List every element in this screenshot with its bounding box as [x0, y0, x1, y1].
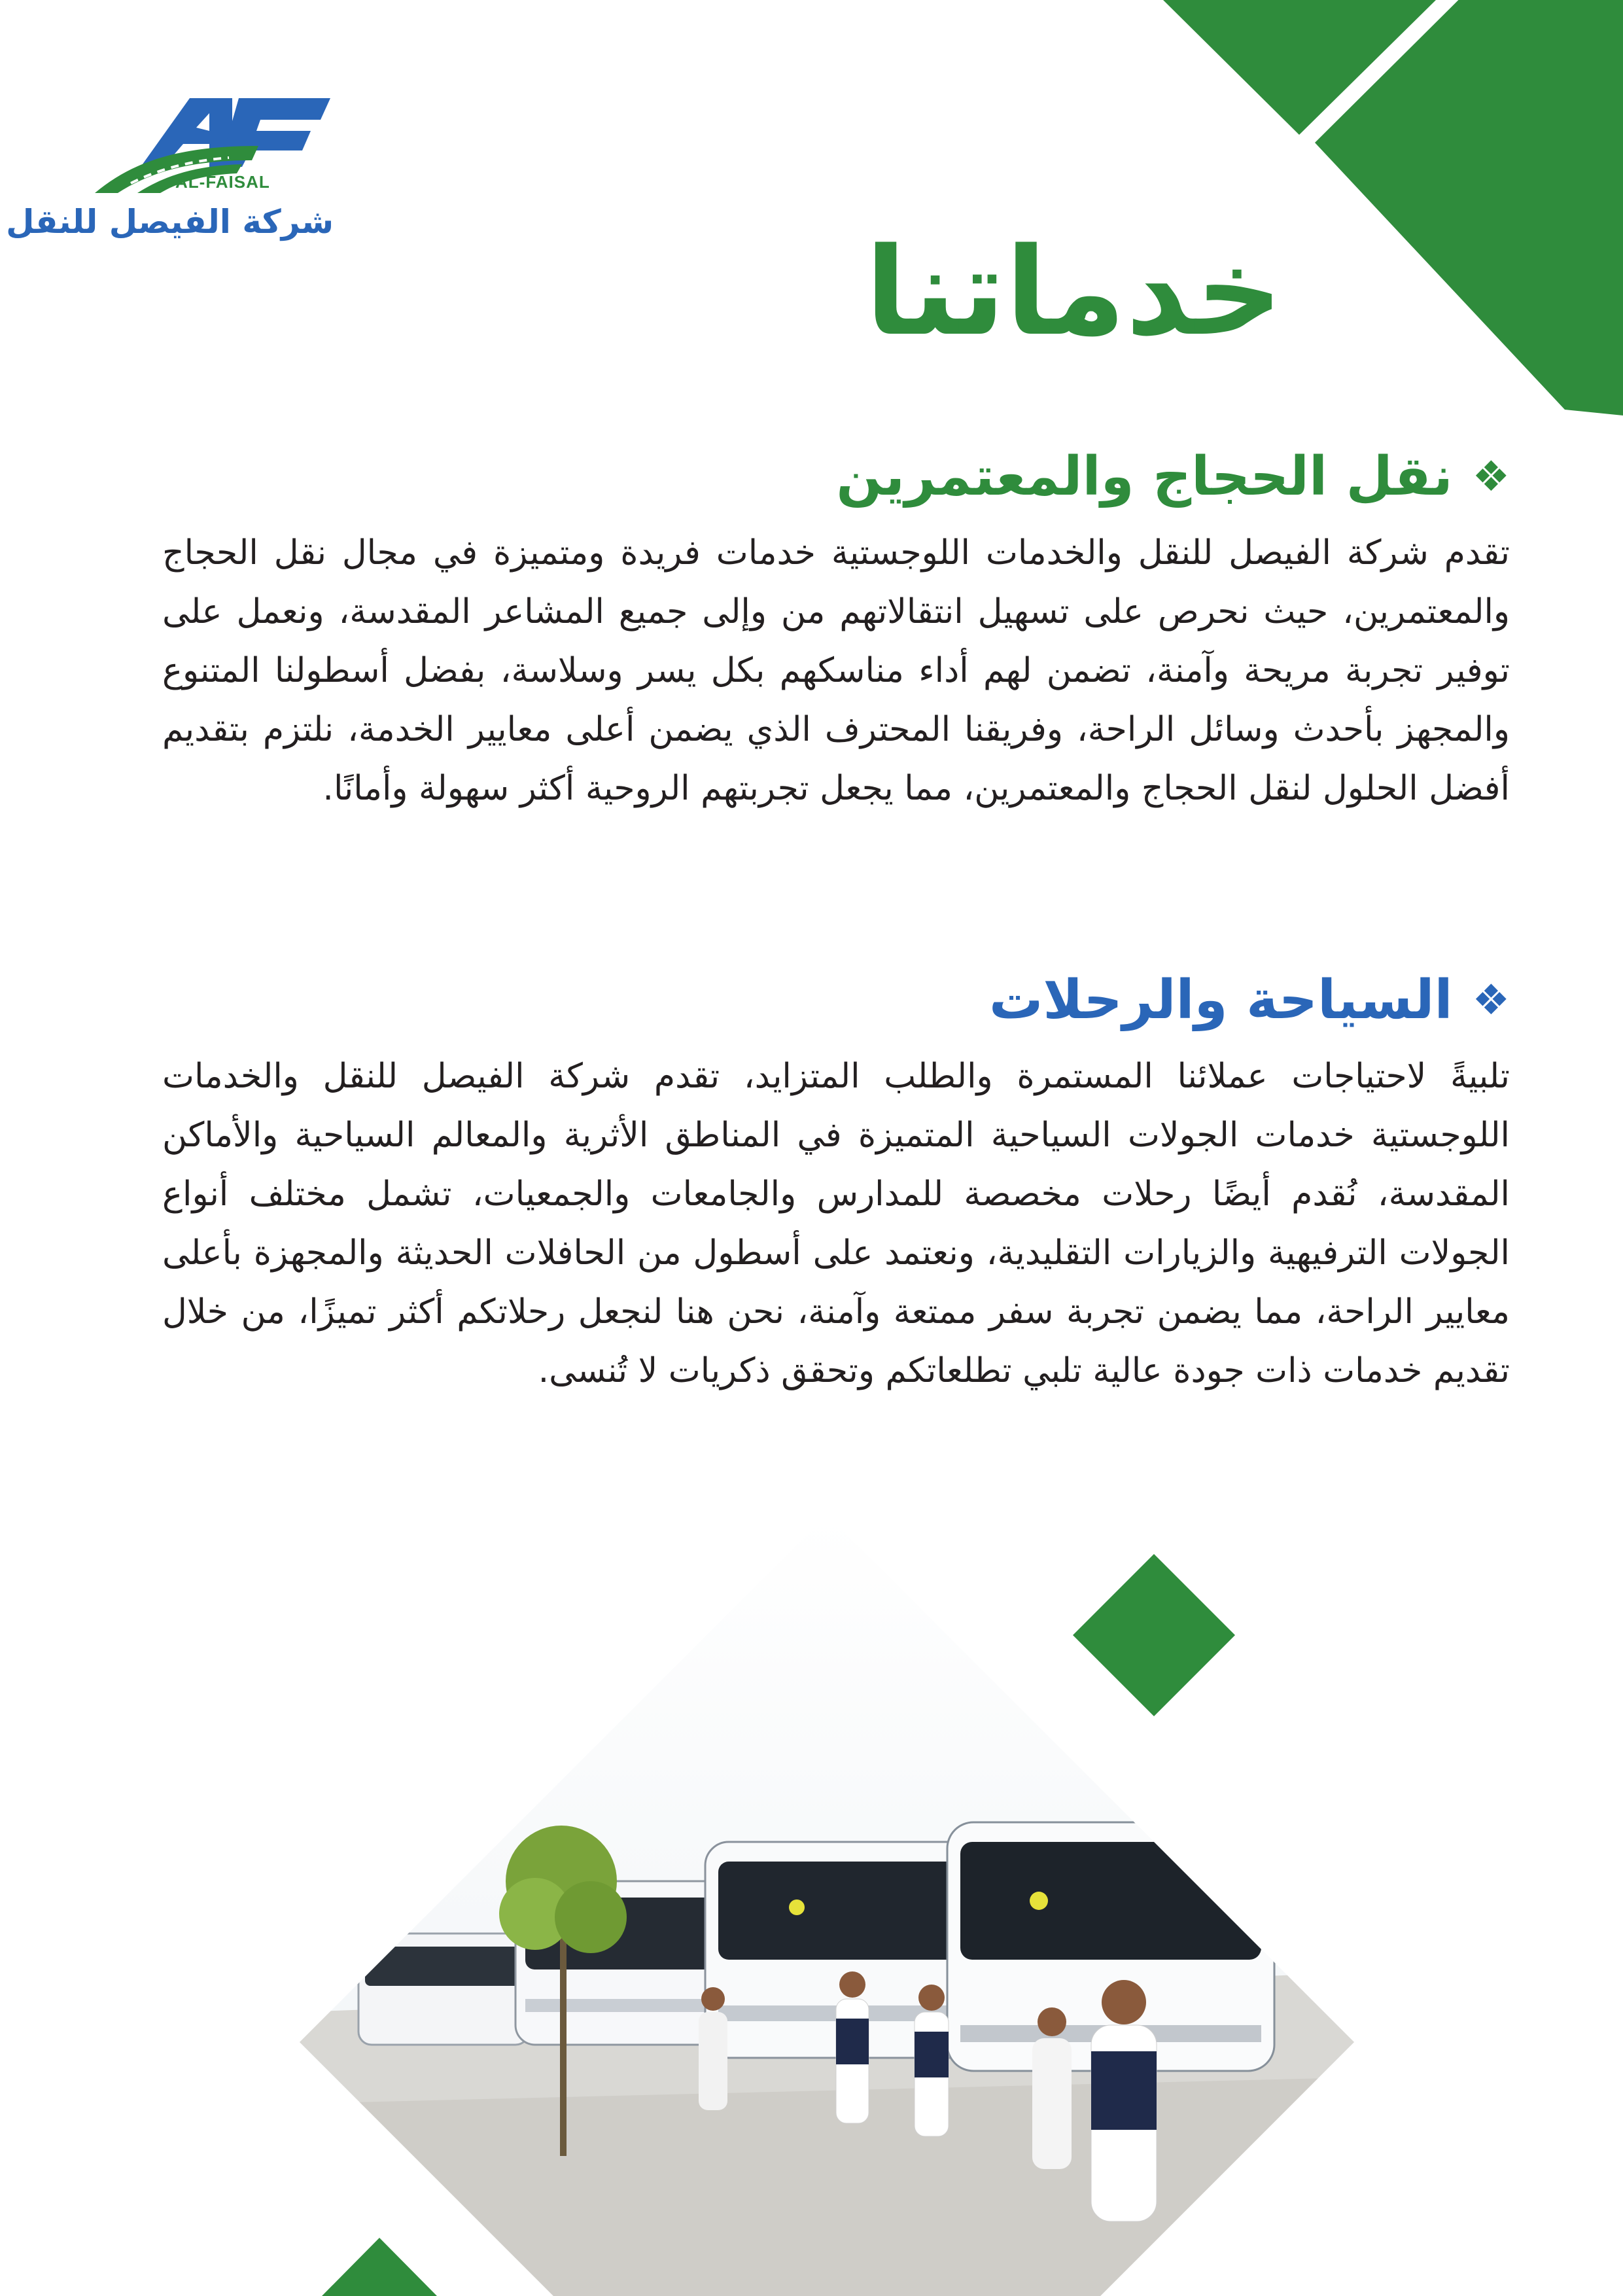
right-green-diamond — [1315, 0, 1623, 415]
diamond-bullet-icon: ❖ — [1472, 976, 1510, 1025]
top-green-triangle — [1163, 0, 1436, 135]
photo-green-diamond — [1073, 1554, 1235, 1716]
section-heading-text: نقل الحجاج والمعتمرين — [836, 446, 1453, 508]
page-title: خدماتنا — [865, 221, 1283, 362]
section-body: تلبيةً لاحتياجات عملائنا المستمرة والطلب المتزايد، تقدم شركة الفيصل للنقل والخدمات اللوجستية خدمات الجولات السياحية المتميزة في المناطق الأثرية والمعالم السياحية والأماكن المقدسة، نُقدم أيضًا رحلات مخصصة للمدارس والجامعات والجمعيات، تشمل مختلف أنواع الجولات الترفيهية والزيارات التقليدية، ونعتمد على أسطول من الحافلات الحديثة والمجهزة بأعلى معايير الراحة، مما يضمن تجربة سفر ممتعة وآمنة، نحن هنا لنجعل رحلاتكم أكثر تميزًا، من خلال تقديم خدمات ذات جودة عالية تلبي تطلعاتكم وتحقق ذكريات لا تُنسى. — [162, 1057, 1510, 1391]
service-section-pilgrims — [162, 445, 1510, 818]
section-body: تقدم شركة الفيصل للنقل والخدمات اللوجستية خدمات فريدة ومتميزة في مجال نقل الحجاج والمعتمرين، حيث نحرص على تسهيل انتقالاتهم من وإلى جميع المشاعر المقدسة، ونعمل على توفير تجربة مريحة وآمنة، تضمن لهم أداء مناسكهم بكل يسر وسلاسة، بفضل أسطولنا المتنوع والمجهز بأحدث وسائل الراحة، وفريقنا المحترف الذي يضمن أعلى معايير الخدمة، نلتزم بتقديم أفضل الحلول لنقل الحجاج والمعتمرين، مما يجعل تجربتهم الروحية أكثر سهولة وأمانًا. — [162, 533, 1510, 809]
section-heading — [162, 445, 1510, 509]
diamond-bullet-icon: ❖ — [1472, 453, 1510, 502]
section-heading-text: السياحة والرحلات — [989, 969, 1453, 1031]
section-heading — [162, 968, 1510, 1033]
service-section-tourism — [162, 968, 1510, 1400]
bus-fleet-photo — [300, 1515, 1354, 2296]
logo-arabic-name: شركة الفيصل للنقل — [6, 203, 334, 241]
bottom-green-diamond — [322, 2238, 437, 2296]
company-logo — [6, 95, 334, 252]
logo-english-name: AL-FAISAL — [175, 172, 270, 192]
